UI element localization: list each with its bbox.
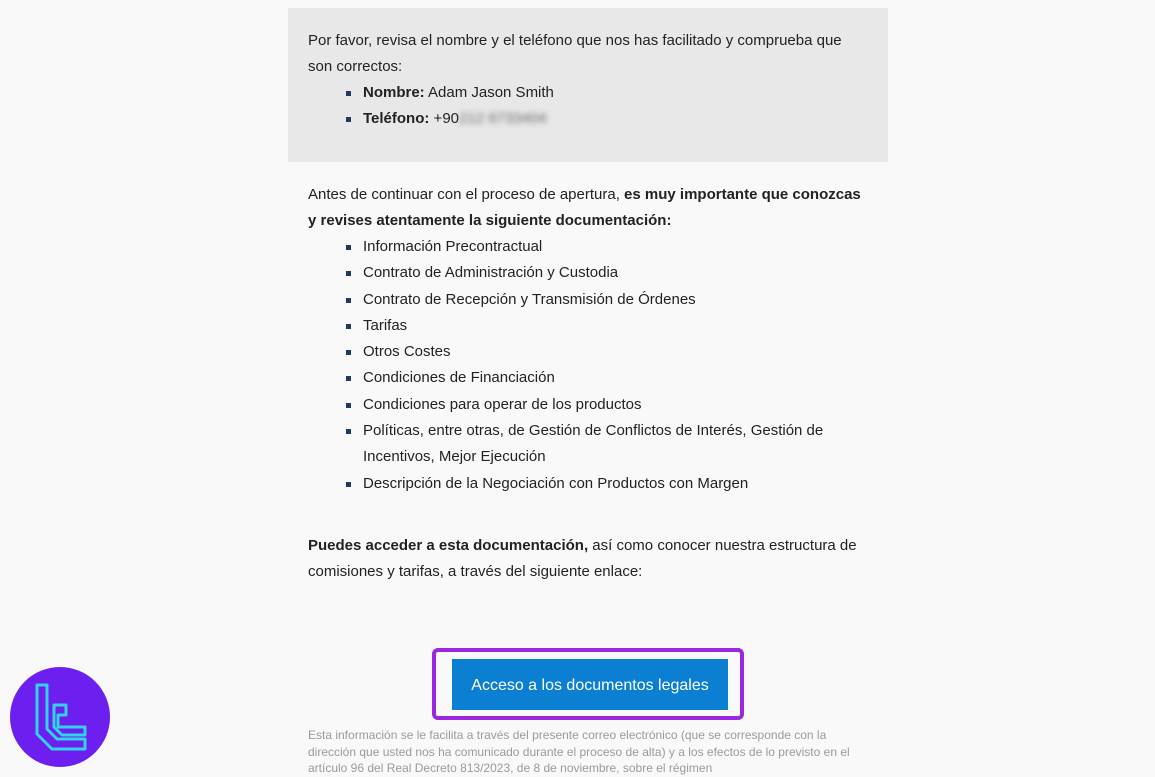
brand-logo (10, 667, 110, 767)
phone-item (308, 106, 868, 132)
documents-list (308, 234, 868, 497)
phone-label: Teléfono: (363, 110, 430, 128)
document-item: Descripción de la Negociación con Productos con Margen (308, 471, 868, 497)
verification-box (288, 8, 888, 162)
document-item: Contrato de Recepción y Transmisión de Órdenes (308, 287, 868, 313)
legal-documents-button[interactable]: Acceso a los documentos legales (452, 659, 728, 710)
email-body (288, 8, 888, 775)
intro-plain: Antes de continuar con el proceso de apertura, (308, 186, 625, 203)
document-item: Condiciones de Financiación (308, 365, 868, 391)
access-text (308, 533, 868, 585)
name-value: Adam Jason Smith (424, 84, 554, 101)
document-item: Información Precontractual (308, 234, 868, 260)
document-item: Políticas, entre otras, de Gestión de Conflictos de Interés, Gestión de Incentivos, Mejor Ejecución (308, 418, 868, 471)
access-bold: Puedes acceder a esta documentación, (308, 536, 589, 554)
logo-mark-icon (10, 667, 110, 767)
documentation-intro (308, 182, 868, 234)
name-label: Nombre: (363, 84, 425, 101)
verify-intro: Por favor, revisa el nombre y el teléfono que nos has facilitado y comprueba que son correctos: (308, 32, 842, 75)
name-item (308, 80, 868, 106)
phone-blurred: 212 6733404 (459, 110, 547, 128)
document-item: Condiciones para operar de los productos (308, 392, 868, 418)
button-highlight (432, 648, 744, 720)
document-item: Contrato de Administración y Custodia (308, 260, 868, 286)
phone-prefix: +90 (429, 110, 460, 128)
legal-notice: Esta información se le facilita a través del presente correo electrónico (que se corresponde con la dirección que usted nos ha comunicado durante el proceso de alta) y a los efectos de lo previsto en el artículo 96 del Real Decreto 813/2023, de 8 de noviembre, sobre el régimen (308, 728, 850, 775)
verify-list (308, 80, 868, 133)
document-item: Otros Costes (308, 339, 868, 365)
document-item: Tarifas (308, 313, 868, 339)
access-plain: así como conocer nuestra estructura de comisiones y tarifas, a través del siguiente enlace: (308, 536, 857, 580)
intro-bold: es muy importante que conozcas y revises atentamente la siguiente documentación: (308, 186, 861, 229)
